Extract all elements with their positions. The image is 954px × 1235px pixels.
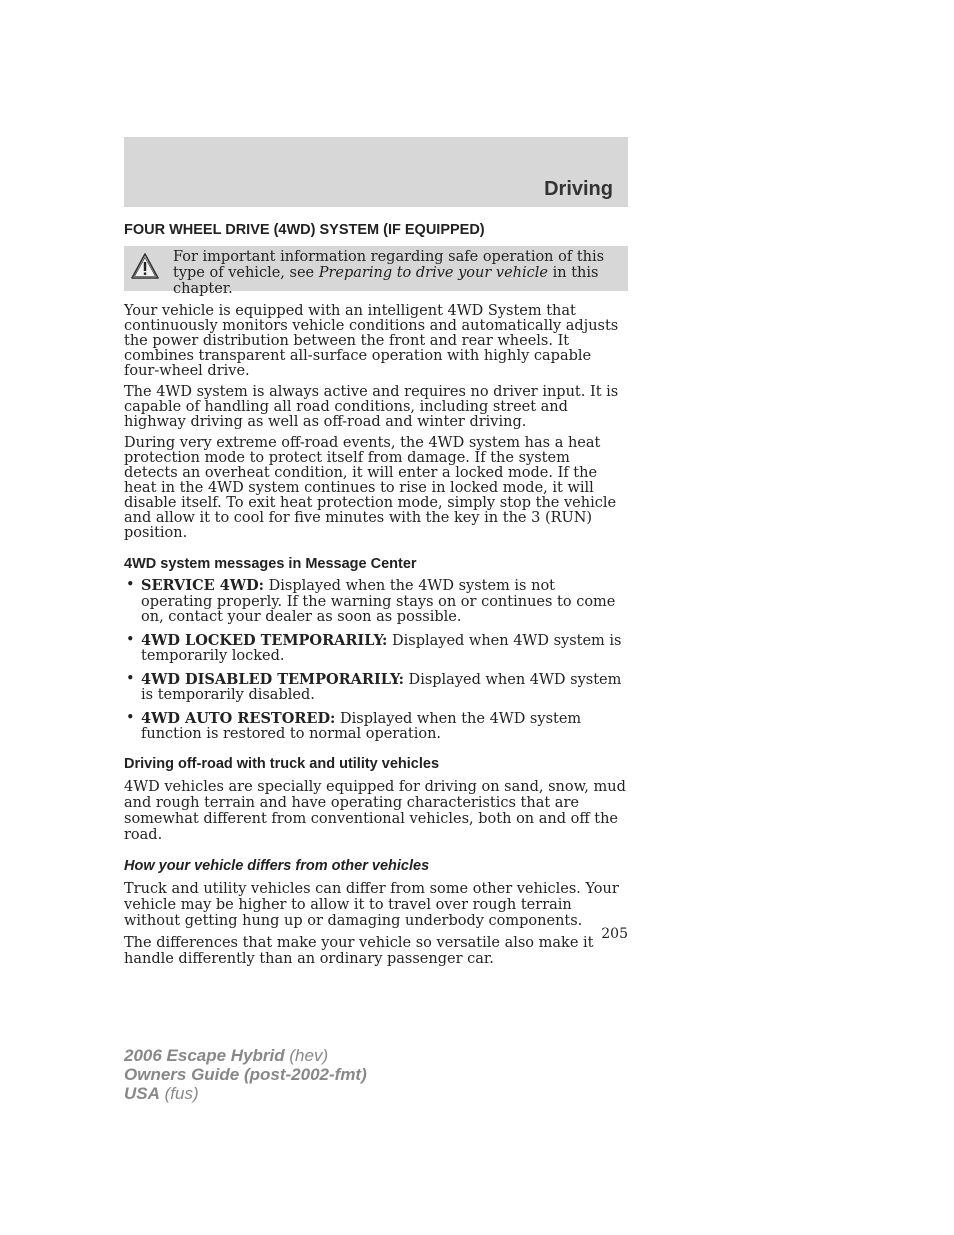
messages-heading: 4WD system messages in Message Center [124, 556, 417, 572]
section-title: FOUR WHEEL DRIVE (4WD) SYSTEM (IF EQUIPPED) [124, 222, 485, 238]
paragraph: Your vehicle is equipped with an intelligent 4WD System that continuously monitors vehicle conditions and automatically adjusts the power distribution between the front and rear wheels. It combines transparent all-surface operation with highly capable four-wheel drive. [124, 303, 619, 379]
paragraph: The differences that make your vehicle so versatile also make it handle differently than an ordinary passenger car. [124, 934, 594, 967]
messages-list [124, 578, 628, 743]
list-item: • SERVICE 4WD: Displayed when the 4WD system is not operating properly. If the warning stays on or continues to come on, contact your dealer as soon as possible. [126, 577, 616, 625]
offroad-heading: Driving off-road with truck and utility vehicles [124, 755, 440, 772]
paragraph: During very extreme off-road events, the 4WD system has a heat protection mode to protect itself from damage. If the system detects an overheat condition, it will enter a locked mode. If the heat in the 4WD system continues to rise in locked mode, it will disable itself. To exit heat protection mode, simply stop the vehicle and allow it to cool for five minutes with the key in the 3 (RUN) position. [124, 435, 617, 541]
bullet: • [126, 631, 135, 648]
bullet: • [126, 709, 135, 726]
paragraph: Truck and utility vehicles can differ from some other vehicles. Your vehicle may be higher to allow it to travel over rough terrain without getting hung up or damaging underbody components. [124, 880, 619, 929]
document-footer: 2006 Escape Hybrid (hev) Owners Guide (post-2002-fmt) USA (fus) [124, 1046, 367, 1103]
warning-triangle-icon [130, 252, 160, 280]
chapter-reference: Preparing to drive your vehicle [318, 265, 548, 281]
list-item: • 4WD AUTO RESTORED: Displayed when the 4WD system function is restored to normal operation. [126, 709, 582, 742]
bullet: • [126, 577, 135, 593]
chapter-header-bar [124, 137, 628, 207]
differs-heading: How your vehicle differs from other vehicles [124, 857, 430, 874]
paragraph: 4WD vehicles are specially equipped for driving on sand, snow, mud and rough terrain and have operating characteristics that are somewhat different from conventional vehicles, both on and off the road. [124, 778, 626, 843]
page-content [124, 221, 628, 967]
chapter-title: Driving [544, 178, 613, 200]
list-item: • 4WD DISABLED TEMPORARILY: Displayed when 4WD system is temporarily disabled. [126, 670, 622, 703]
warning-text: For important information regarding safe operation of this type of vehicle, see Preparing to drive your vehicle in this chapter. [173, 249, 605, 297]
list-item: • 4WD LOCKED TEMPORARILY: Displayed when 4WD system is temporarily locked. [126, 631, 622, 664]
warning-box [124, 246, 628, 297]
page-number: 205 [601, 926, 628, 942]
bullet: • [126, 670, 135, 687]
paragraph: The 4WD system is always active and requires no driver input. It is capable of handling all road conditions, including street and highway driving as well as off-road and winter driving. [124, 384, 619, 430]
